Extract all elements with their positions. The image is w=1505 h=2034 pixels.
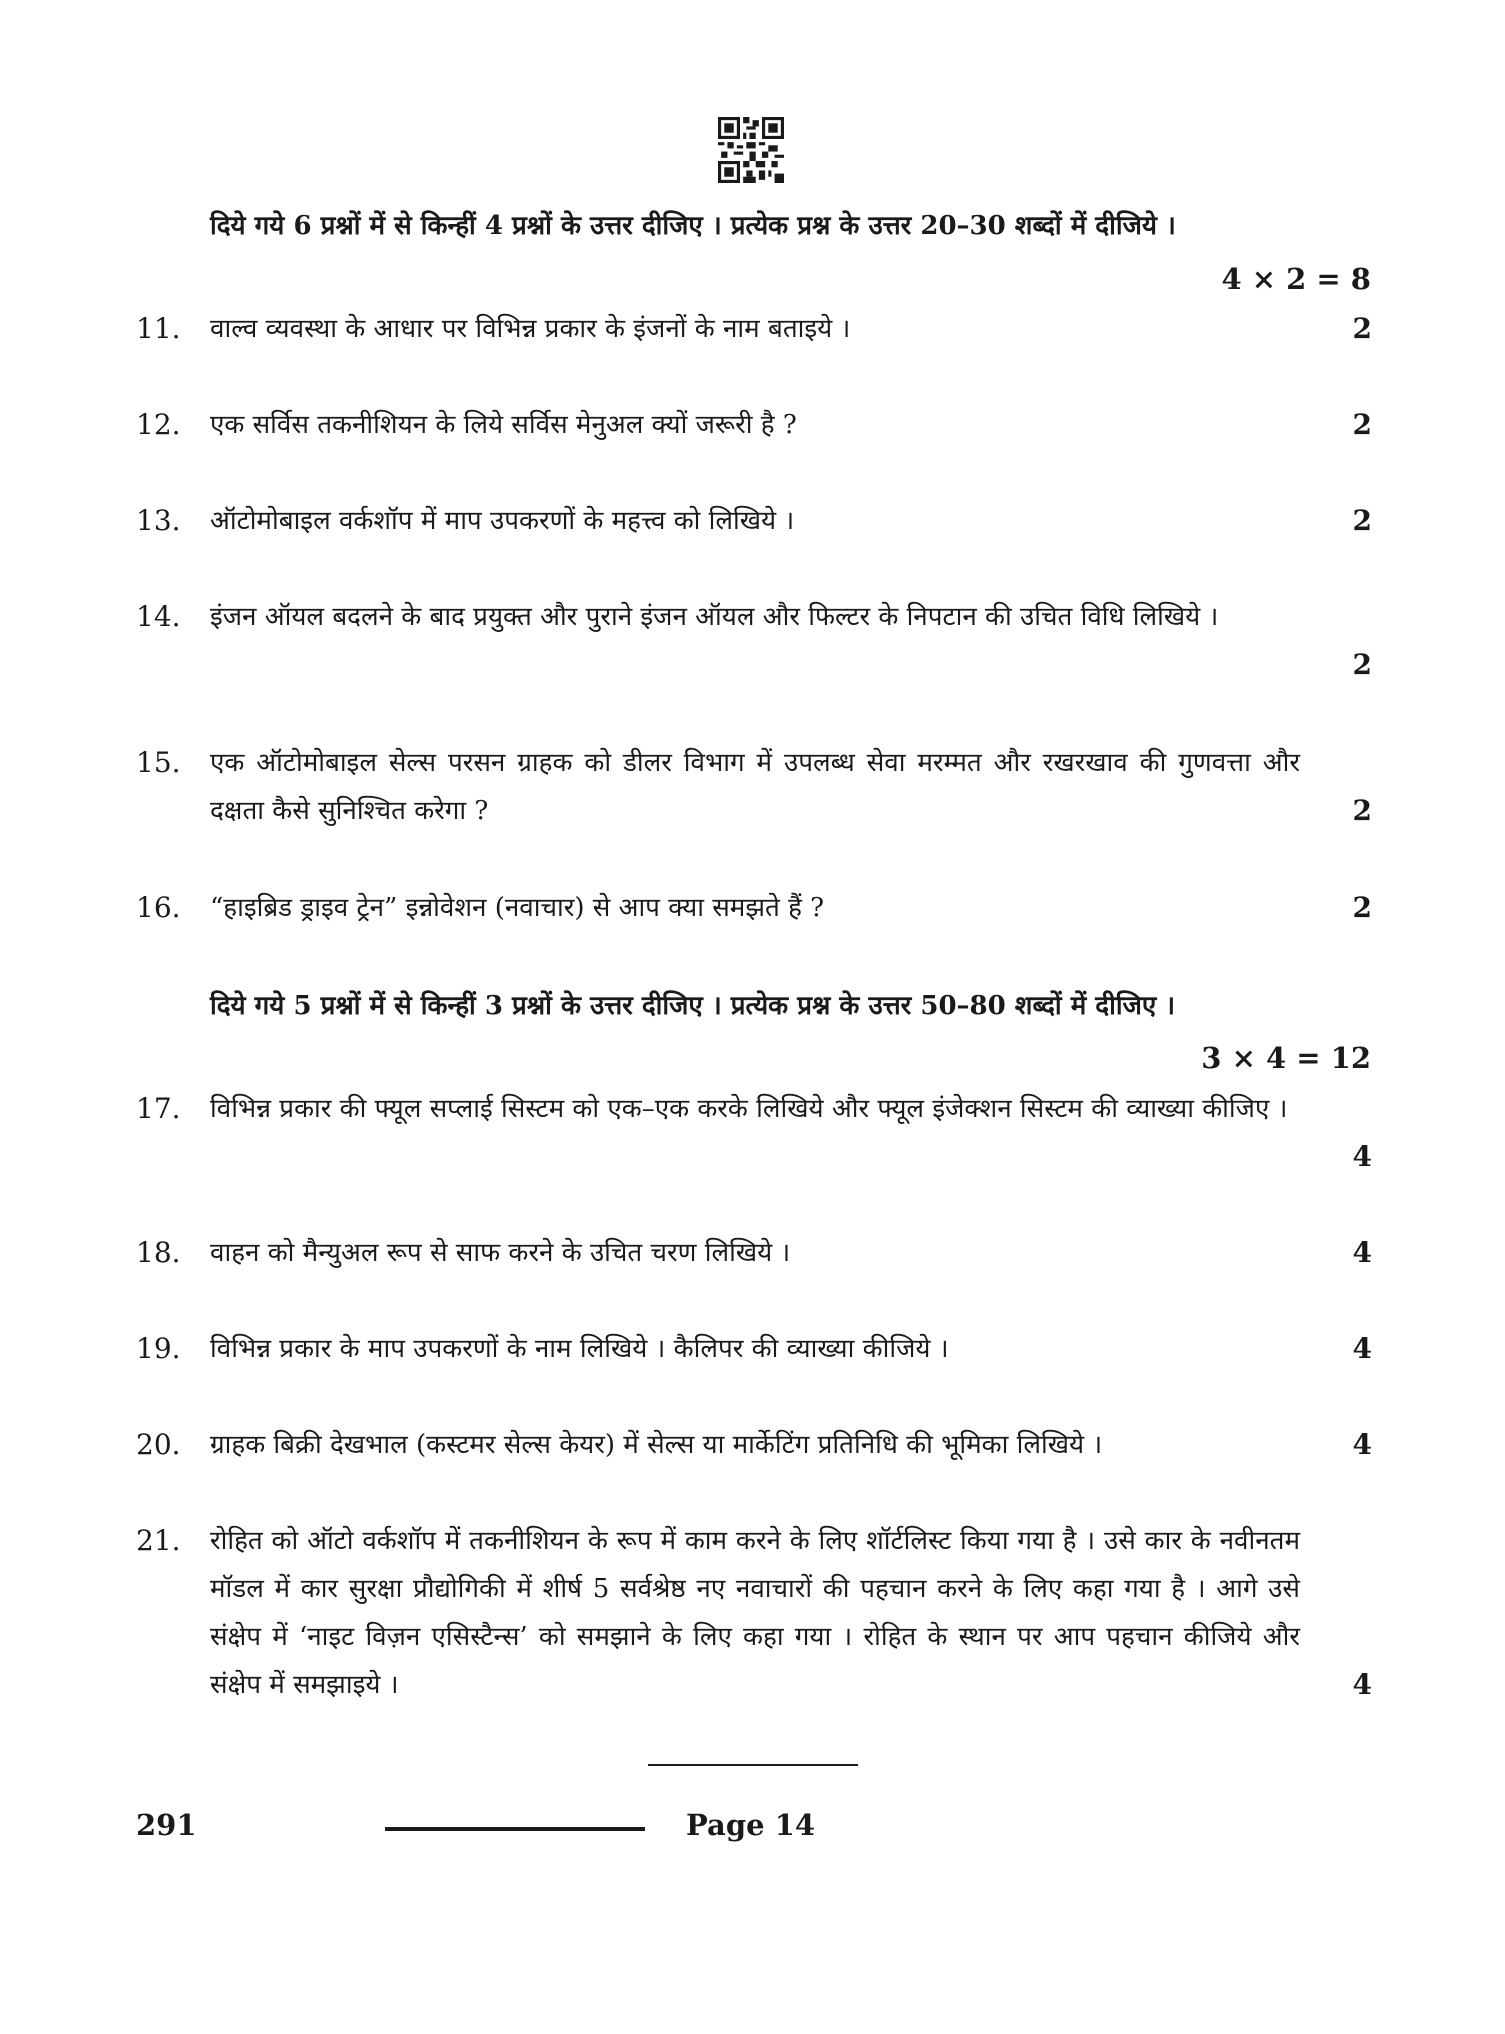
question-text: “हाइब्रिड ड्राइव ट्रेन” इन्नोवेशन (नवाचार) से आप क्या समझते हैं ? <box>210 893 825 923</box>
question-marks: 4 <box>1352 1140 1372 1173</box>
question-marks: 2 <box>1352 794 1372 827</box>
qr-code-icon <box>718 117 784 183</box>
section-b-marks-formula: 4 × 2 = 8 <box>1221 262 1371 296</box>
question-text: एक ऑटोमोबाइल सेल्स परसन ग्राहक को डीलर विभाग में उपलब्ध सेवा मरम्मत और रखरखाव की गुणवत्ता और दक्षता कैसे सुनिश्चित करेगा ? <box>210 748 1300 826</box>
question-text: ग्राहक बिक्री देखभाल (कस्टमर सेल्स केयर) में सेल्स या मार्केटिंग प्रतिनिधि की भूमिका लिखिये । <box>210 1430 1103 1460</box>
question-number: 19. <box>136 1332 181 1365</box>
question-marks: 2 <box>1352 648 1372 681</box>
question-text: ऑटोमोबाइल वर्कशॉप में माप उपकरणों के महत्त्व को लिखिये । <box>210 506 795 536</box>
question-17 <box>136 1085 1372 1185</box>
question-text: विभिन्न प्रकार की फ्यूल सप्लाई सिस्टम को एक–एक करके लिखिये और फ्यूल इंजेक्शन सिस्टम की व्याख्या कीजिए । <box>210 1094 1288 1124</box>
paper-code: 291 <box>136 1808 197 1842</box>
question-text: इंजन ऑयल बदलने के बाद प्रयुक्त और पुराने इंजन ऑयल और फिल्टर के निपटान की उचित विधि लिखिये । <box>210 602 1219 632</box>
question-marks: 4 <box>1352 1332 1372 1365</box>
question-number: 20. <box>136 1428 181 1461</box>
question-15 <box>136 739 1372 839</box>
footer-rule <box>385 1827 645 1831</box>
end-divider <box>648 1764 858 1766</box>
question-16 <box>136 884 1372 934</box>
question-number: 18. <box>136 1236 181 1269</box>
question-marks: 4 <box>1352 1236 1372 1269</box>
question-number: 16. <box>136 891 181 924</box>
section-c-marks-formula: 3 × 4 = 12 <box>1201 1041 1371 1075</box>
question-text: एक सर्विस तकनीशियन के लिये सर्विस मेनुअल क्यों जरूरी है ? <box>210 410 797 440</box>
question-19 <box>136 1325 1372 1375</box>
question-20 <box>136 1421 1372 1471</box>
question-text: रोहित को ऑटो वर्कशॉप में तकनीशियन के रूप में काम करने के लिए शॉर्टलिस्ट किया गया है । उसे कार के नवीनतम मॉडल में कार सुरक्षा प्रौद्योगिकी में शीर्ष 5 सर्वश्रेष्ठ नए नवाचारों की पहचान करने के लिए कहा गया है । आगे उसे संक्षेप में ‘नाइट विज़न एसिस्टैन्स’ को समझाने के लिए कहा गया । रोहित के स्थान पर आप पहचान कीजिये और संक्षेप में समझाइये । <box>210 1526 1301 1700</box>
question-marks: 2 <box>1352 891 1372 924</box>
section-c-instruction: दिये गये 5 प्रश्नों में से किन्हीं 3 प्रश्नों के उत्तर दीजिए । प्रत्येक प्रश्न के उत्तर 50–80 शब्दों में दीजिए । <box>210 991 1176 1021</box>
question-marks: 4 <box>1352 1668 1372 1701</box>
question-marks: 2 <box>1352 408 1372 441</box>
question-number: 11. <box>136 312 181 345</box>
question-number: 21. <box>136 1524 181 1557</box>
page-number: Page 14 <box>686 1808 815 1842</box>
question-text: विभिन्न प्रकार के माप उपकरणों के नाम लिखिये । कैलिपर की व्याख्या कीजिये । <box>210 1334 949 1364</box>
question-18 <box>136 1229 1372 1279</box>
question-number: 15. <box>136 746 181 779</box>
question-number: 13. <box>136 504 181 537</box>
question-13 <box>136 497 1372 547</box>
question-number: 17. <box>136 1092 181 1125</box>
question-number: 12. <box>136 408 181 441</box>
question-marks: 2 <box>1352 312 1372 345</box>
question-marks: 4 <box>1352 1428 1372 1461</box>
question-12 <box>136 401 1372 451</box>
question-marks: 2 <box>1352 504 1372 537</box>
question-14 <box>136 593 1372 693</box>
question-number: 14. <box>136 600 181 633</box>
question-11 <box>136 305 1372 355</box>
question-text: वाहन को मैन्युअल रूप से साफ करने के उचित चरण लिखिये । <box>210 1238 791 1268</box>
question-text: वाल्व व्यवस्था के आधार पर विभिन्न प्रकार के इंजनों के नाम बताइये । <box>210 314 851 344</box>
section-b-instruction: दिये गये 6 प्रश्नों में से किन्हीं 4 प्रश्नों के उत्तर दीजिए । प्रत्येक प्रश्न के उत्तर 20–30 शब्दों में दीजिये । <box>210 211 1176 241</box>
question-21 <box>136 1517 1372 1713</box>
